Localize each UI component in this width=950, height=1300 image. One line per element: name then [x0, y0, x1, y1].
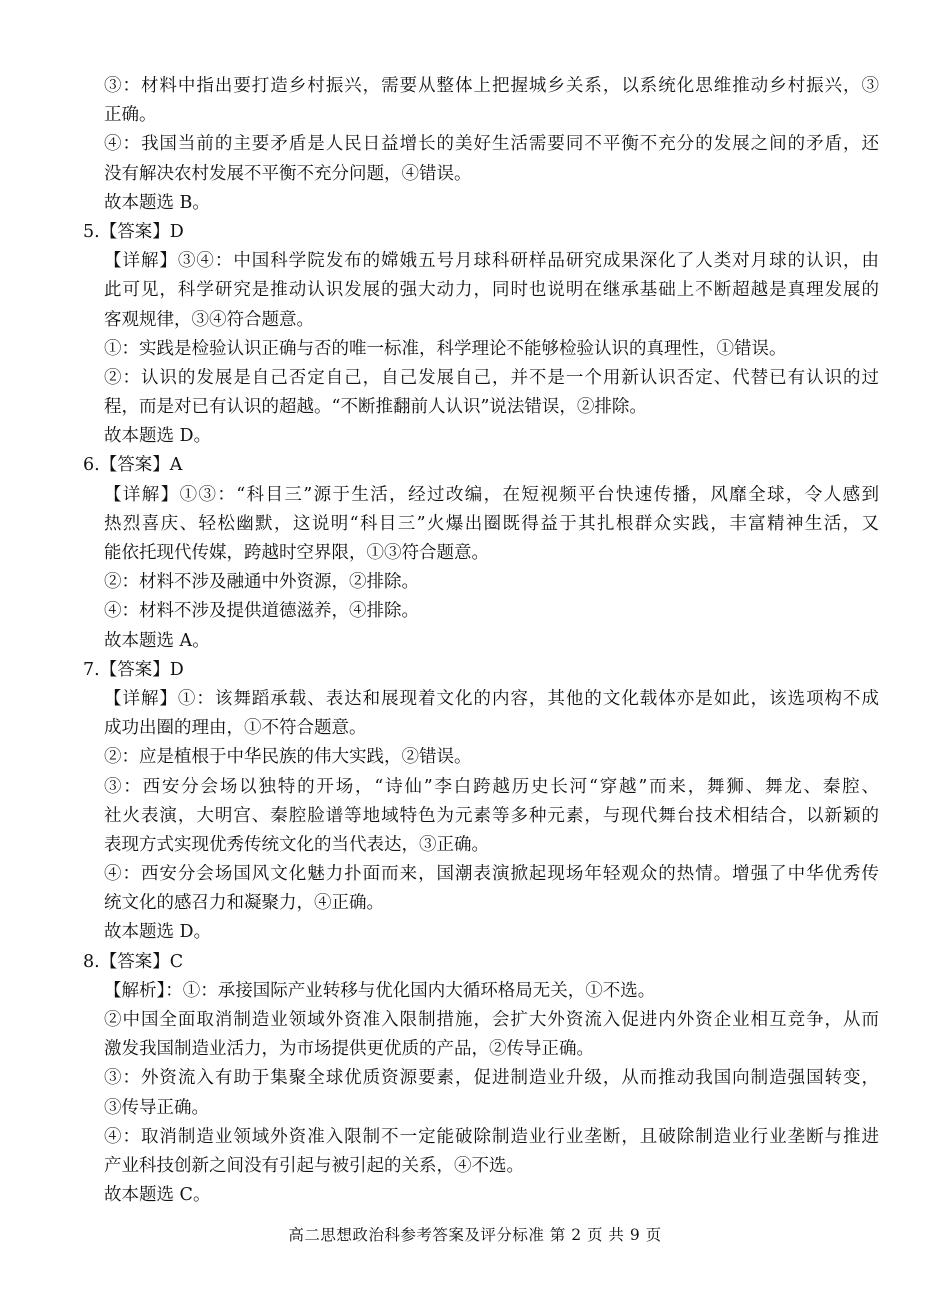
question-5-answer: 5.【答案】D: [83, 221, 184, 242]
text-line: 能依托现代传媒，跨越时空界限，①③符合题意。: [104, 543, 489, 563]
text-line: ③：外资流入有助于集聚全球优质资源要素，促进制造业升级，从而推动我国向制造强国转变，: [104, 1068, 879, 1089]
text-line: ①：实践是检验认识正确与否的唯一标准，科学理论不能够检验认识的真理性，①错误。: [104, 338, 787, 359]
text-line: ②中国全面取消制造业领域外资准入限制措施，会扩大外资流入促进内外资企业相互竞争，从而: [104, 1010, 879, 1030]
text-line: ④：材料不涉及提供道德滋养，④排除。: [104, 601, 419, 622]
question-8-answer: 8.【答案】C: [83, 951, 184, 972]
text-line: 程，而是对已有认识的超越。“不断推翻前人认识”说法错误，②排除。: [104, 397, 647, 418]
text-line: 没有解决农村发展不平衡不充分问题，④错误。: [104, 163, 472, 184]
question-7-answer: 7.【答案】D: [83, 659, 184, 680]
text-line: 社火表演，大明宫、秦腔脸谱等地域特色为元素等多种元素，与现代舞台技术相结合，以新颖的: [104, 805, 879, 826]
text-line: 表现方式实现优秀传统文化的当代表达，③正确。: [104, 834, 489, 855]
conclusion-line: 故本题选 B。: [104, 192, 210, 213]
conclusion-line: 故本题选 D。: [104, 426, 212, 447]
text-line: ③：西安分会场以独特的开场，“诗仙”李白跨越历史长河“穿越”而来，舞狮、舞龙、秦腔、: [104, 776, 879, 797]
text-line: ②：认识的发展是自己否定自己，自己发展自己，并不是一个用新认识否定、代替已有认识的过: [104, 367, 879, 388]
text-line: 【解析】：①：承接国际产业转移与优化国内大循环格局无关，①不选。: [104, 980, 656, 1001]
text-line: ②：应是植根于中华民族的伟大实践，②错误。: [104, 747, 472, 768]
text-line: ④：西安分会场国风文化魅力扑面而来，国潮表演掀起现场年轻观众的热情。增强了中华优秀传: [104, 864, 879, 885]
text-line: 【详解】③④：中国科学院发布的嫦娥五号月球科研样品研究成果深化了人类对月球的认识，由: [104, 251, 879, 272]
text-line: 【详解】①：该舞蹈承载、表达和展现着文化的内容，其他的文化载体亦是如此，该选项构不成: [104, 688, 879, 709]
page-footer: 高二思想政治科参考答案及评分标准 第 2 页 共 9 页: [288, 1226, 662, 1244]
text-line: 激发我国制造业活力，为市场提供更优质的产品，②传导正确。: [104, 1039, 594, 1060]
text-line: ③传导正确。: [104, 1097, 209, 1118]
text-line: 成功出圈的理由，①不符合题意。: [104, 718, 367, 739]
question-6-answer: 6.【答案】A: [83, 455, 183, 476]
text-line: 热烈喜庆、轻松幽默，这说明“科目三”火爆出圈既得益于其扎根群众实践，丰富精神生活，又: [104, 513, 879, 534]
text-line: ②：材料不涉及融通中外资源，②排除。: [104, 572, 419, 593]
text-line: ④：我国当前的主要矛盾是人民日益增长的美好生活需要同不平衡不充分的发展之间的矛盾，还: [104, 134, 879, 155]
text-line: ④：取消制造业领域外资准入限制不一定能破除制造业行业垄断，且破除制造业行业垄断与推进: [104, 1126, 879, 1147]
text-line: 正确。: [104, 105, 157, 126]
text-line: ③：材料中指出要打造乡村振兴，需要从整体上把握城乡关系，以系统化思维推动乡村振兴，③: [104, 76, 879, 96]
conclusion-line: 故本题选 C。: [104, 1185, 211, 1206]
text-line: 此可见，科学研究是推动认识发展的强大动力，同时也说明在继承基础上不断超越是真理发展的: [104, 280, 879, 301]
conclusion-line: 故本题选 D。: [104, 922, 212, 943]
text-line: 统文化的感召力和凝聚力，④正确。: [104, 893, 384, 914]
text-line: 产业科技创新之间没有引起与被引起的关系，④不选。: [104, 1155, 524, 1176]
text-line: 【详解】①③：“科目三”源于生活，经过改编，在短视频平台快速传播，风靡全球，令人感到: [104, 484, 879, 505]
answer-body: [83, 72, 879, 1210]
text-line: 客观规律，③④符合题意。: [104, 309, 314, 330]
conclusion-line: 故本题选 A。: [104, 630, 210, 651]
